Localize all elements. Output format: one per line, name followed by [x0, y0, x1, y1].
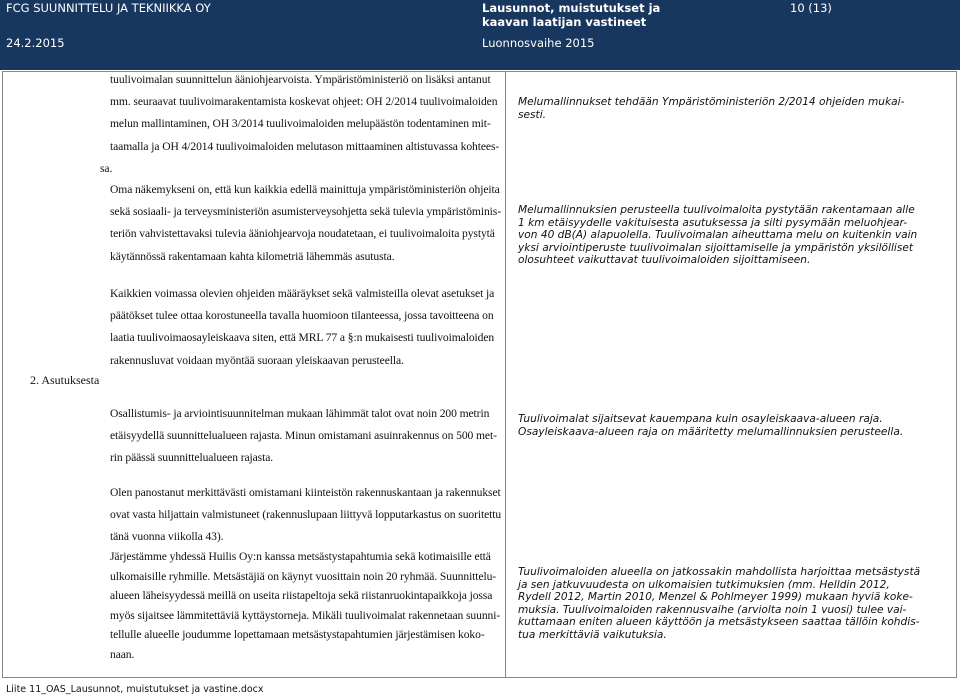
response-block: [518, 204, 948, 267]
response-line: Osayleiskaava-alueen raja on määritetty melumallinnuksien perusteella.: [518, 425, 904, 438]
footer-filename: Liite 11_OAS_Lausunnot, muistutukset ja vastine.docx: [6, 684, 264, 695]
quote-block: [110, 547, 500, 664]
page-number: 10 (13): [790, 1, 832, 15]
document-title-line1: Lausunnot, muistutukset ja: [482, 1, 661, 15]
document-date: 24.2.2015: [6, 36, 65, 50]
quote-line: käytännössä rakentamaan kahta kilometriä lähemmäs asutusta.: [110, 249, 395, 263]
response-line: sesti.: [518, 108, 547, 121]
response-line: Tuulivoimaloiden alueella on jatkossakin mahdollista harjoittaa metsästystä: [518, 566, 921, 578]
quote-line: teriön vahvistettavaksi tulevia ääniohjearvoja noudatetaan, ei tuulivoimaloita pystytä: [110, 227, 495, 241]
response-line: ja sen jatkuvuudesta on ulkomaisien tutkimuksien (mm. Helldin 2012,: [518, 578, 890, 591]
quote-line: ovat vasta hiljattain valmistuneet (rakennuslupaan liittyvä lopputarkastus on suoritettu: [110, 508, 502, 522]
quote-block: [110, 283, 494, 372]
quote-line: Oma näkemykseni on, että kun kaikkia edellä mainittuja ympäristöministeriön ohjeita: [110, 183, 500, 196]
page-header: [0, 0, 960, 70]
quote-line: sa.: [100, 161, 113, 175]
quote-line: mm. seuraavat tuulivoimarakentamista koskevat ohjeet: OH 2/2014 tuulivoimaloiden: [110, 95, 498, 109]
section-label: 2. Asutuksesta: [30, 373, 100, 387]
quote-line: tänä vuonna viikolla 43).: [110, 530, 224, 544]
quote-line: päätökset tulee ottaa korostuneella tavalla huomioon tilanteessa, jossa tavoitteena on: [110, 309, 494, 323]
quote-line: alueen läheisyydessä meillä on useita riistapeltoja sekä riistanruokintapaikkoja jossa: [110, 589, 493, 602]
quote-line: sekä sosiaali- ja terveysministeriön asumisterveysohjetta sekä tulevia ympäristöminis-: [110, 205, 501, 219]
response-line: muksia. Tuulivoimaloiden rakennusvaihe (arviolta noin 1 vuosi) tulee vai-: [518, 603, 907, 616]
response-line: Tuulivoimalat sijaitsevat kauempana kuin osayleiskaava-alueen raja.: [518, 413, 883, 425]
response-line: tua merkittäviä vaikutuksia.: [518, 628, 667, 641]
response-line: Melumallinnukset tehdään Ympäristöministeriön 2/2014 ohjeiden mukai-: [518, 96, 905, 108]
quote-block: [110, 179, 501, 268]
response-block: [518, 566, 948, 641]
quote-line: taamalla ja OH 4/2014 tuulivoimaloiden melutason mittaaminen altistuvassa kohtees-: [110, 139, 500, 153]
company-name: FCG SUUNNITTELU JA TEKNIIKKA OY: [6, 1, 211, 15]
quote-line: tuulivoimalan suunnittelun ääniohjearvoista. Ympäristöministeriö on lisäksi antanut: [110, 73, 491, 86]
quote-line: Osallistumis- ja arviointisuunnitelman mukaan lähimmät talot ovat noin 200 metrin: [110, 407, 490, 420]
response-line: von 40 dB(A) alapuolella. Tuulivoimalan aiheuttama melu on kuitenkin vain: [518, 229, 918, 241]
quote-line: ulkomaisille ryhmille. Metsästäjiä on käynyt vuosittain noin 20 ryhmää. Suunnittelu-: [110, 569, 497, 583]
response-line: 1 km etäisyydelle vakituisesta asutuksessa ja silti pysymään meluohjear-: [518, 216, 908, 229]
quote-line: Järjestämme yhdessä Huilis Oy:n kanssa metsästystapahtumia sekä kotimaisille että: [110, 550, 491, 563]
response-line: Rydell 2012, Martin 2010, Menzel & Pohlmeyer 1999) mukaan hyviä koke-: [518, 591, 913, 603]
quote-line: melun mallintaminen, OH 3/2014 tuulivoimaloiden melupäästön todentaminen mit-: [110, 117, 491, 131]
document-phase: Luonnosvaihe 2015: [482, 36, 595, 50]
quote-block: [100, 69, 500, 180]
quote-line: laatia tuulivoimaosayleiskaava siten, että MRL 77 a §:n mukaisesti tuulivoimaloiden: [110, 331, 495, 345]
quote-line: naan.: [110, 647, 135, 661]
response-line: Melumallinnuksien perusteella tuulivoimaloita pystytään rakentamaan alle: [518, 204, 915, 216]
response-line: kuttamaan eniten alueen käyttöön ja metsästykseen saattaa tällöin kohdis-: [518, 616, 920, 628]
quote-line: rin päässä suunnittelualueen rajasta.: [110, 451, 274, 465]
quote-line: tellulle alueelle joudumme lopettamaan metsästystapahtumien järjestämisen koko-: [110, 628, 485, 641]
response-block: [518, 96, 948, 121]
column-divider: [505, 71, 506, 678]
quote-line: Kaikkien voimassa olevien ohjeiden määräykset sekä valmisteilla olevat asetukset ja: [110, 287, 495, 300]
response-line: yksi arviointiperuste tuulivoimalan sijoittamiselle ja ympäristön yksilölliset: [518, 241, 914, 254]
quote-block: [110, 403, 497, 470]
quote-line: myös sijaitsee lämmitettäviä kyttäystorneja. Mikäli tuulivoimalat rakennetaan suunni-: [110, 608, 501, 622]
response-line: olosuhteet vaikuttavat tuulivoimaloiden sijoittamiseen.: [518, 254, 811, 266]
quote-line: Olen panostanut merkittävästi omistamani kiinteistön rakennuskantaan ja rakennukset: [110, 486, 501, 499]
response-block: [518, 413, 948, 438]
quote-line: rakennusluvat voidaan myöntää suoraan yleiskaavan perusteella.: [110, 353, 404, 367]
quote-block: [110, 482, 501, 549]
document-title-line2: kaavan laatijan vastineet: [482, 15, 647, 29]
quote-line: etäisyydellä suunnittelualueen rajasta. Minun omistamani asuinrakennus on 500 met-: [110, 429, 497, 443]
